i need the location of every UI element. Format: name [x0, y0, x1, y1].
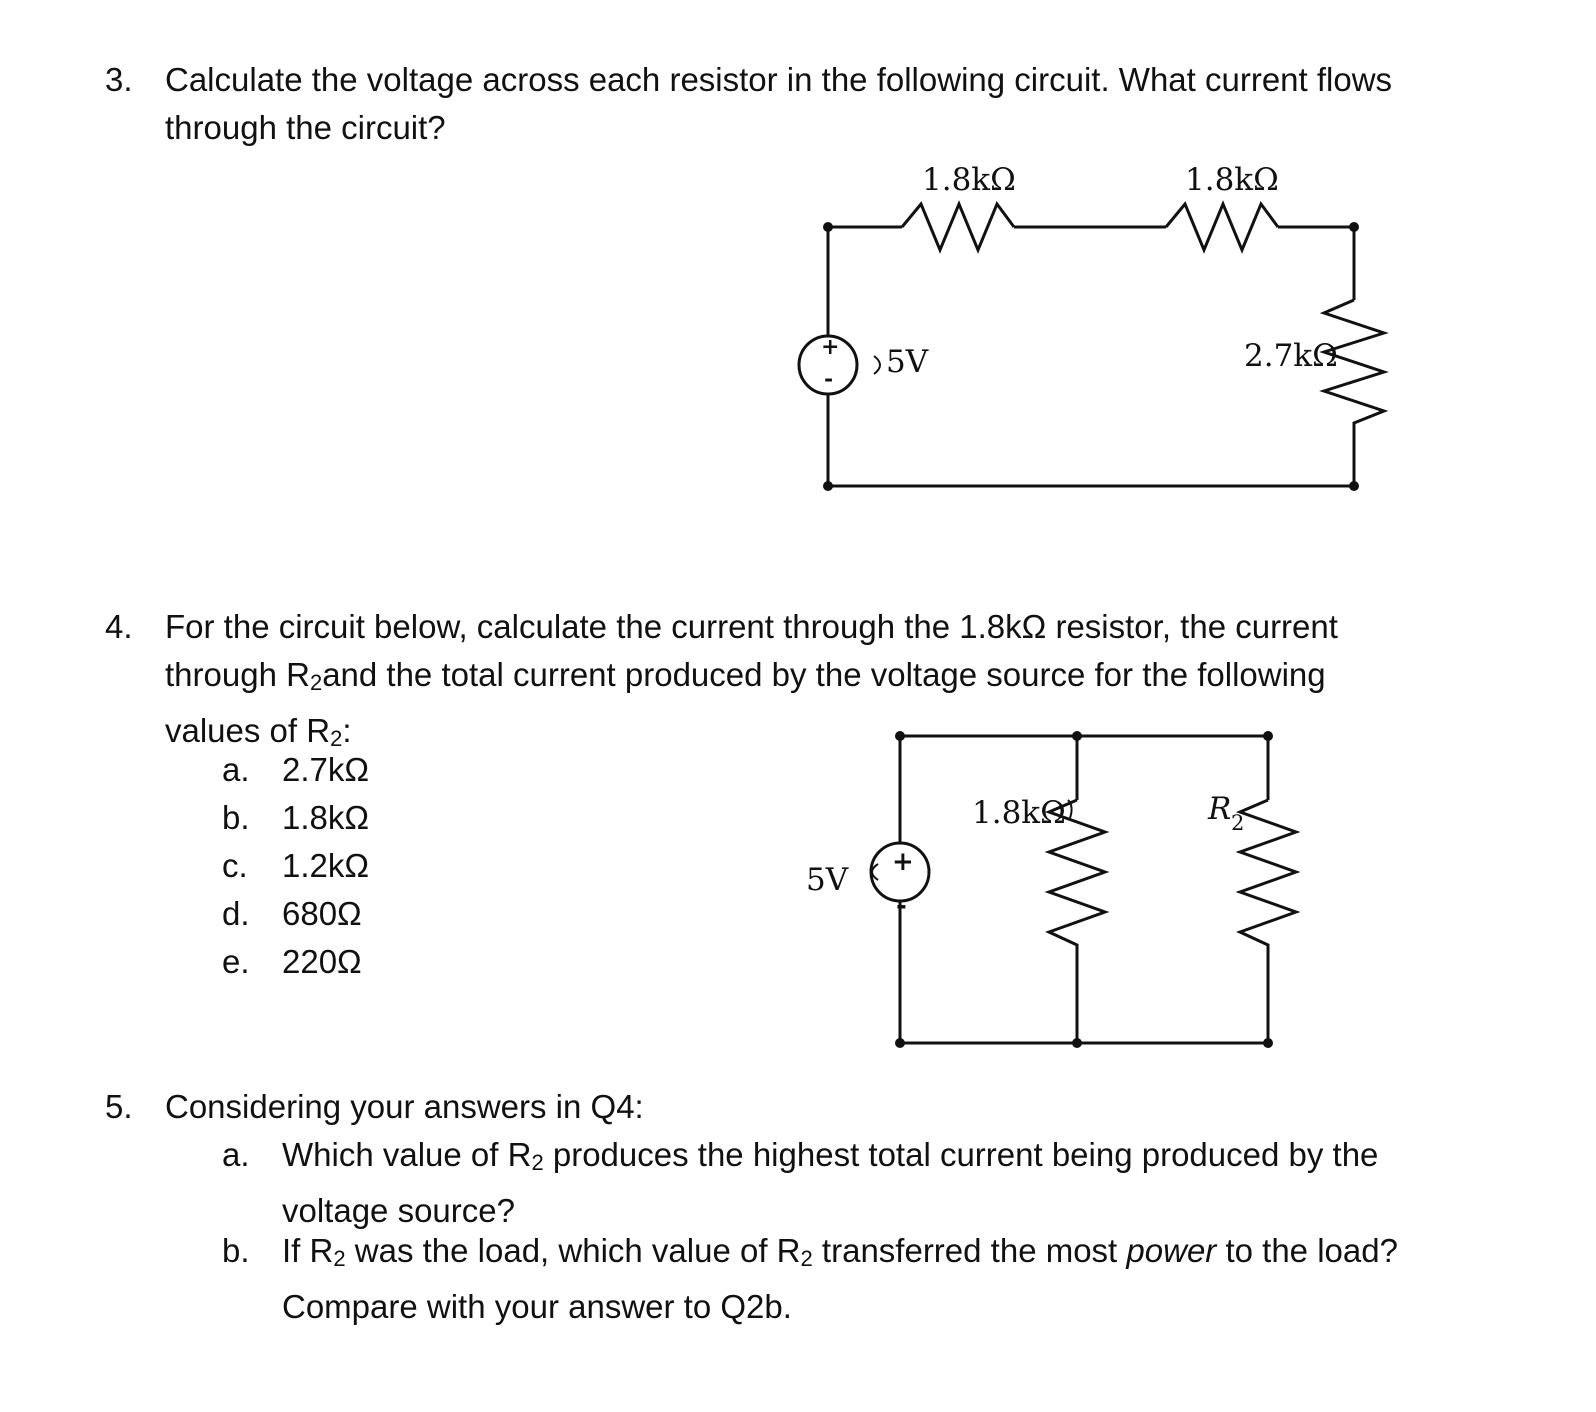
question-4-line-1: For the circuit below, calculate the current through the 1.8kΩ resistor, the current: [165, 608, 1338, 645]
question-3-line-1: Calculate the voltage across each resistor in the following circuit. What current flows: [165, 61, 1393, 98]
option-label: e.: [222, 943, 250, 980]
source-2-minus: -: [896, 891, 907, 921]
option-value: 1.2kΩ: [282, 847, 370, 884]
resistor-2-zigzag: [1166, 204, 1278, 250]
option-label: a.: [222, 751, 250, 788]
question-5a-line-2: voltage source?: [282, 1192, 515, 1229]
question-4-line-2: through $R_2and$ the total current produced by the voltage source for the following: [165, 656, 1326, 695]
option-label: c.: [222, 847, 248, 884]
question-4-line-3: values of $R_2$:: [165, 712, 352, 751]
option-value: 680Ω: [282, 895, 362, 932]
source-1-label: 5V: [886, 344, 929, 380]
source-1-plus: +: [821, 334, 840, 360]
circuit-2-wires: [900, 736, 1268, 1043]
question-5b-line-1: If $R_2$ was the load, which value of $R_2$ transferred the most power to the load?: [282, 1232, 1398, 1271]
question-5a-line-1: Which value of $R_2$ produces the highest total current being produced by the: [282, 1136, 1379, 1175]
option-value: 2.7kΩ: [282, 751, 370, 788]
option-value: 220Ω: [282, 943, 362, 980]
junction-dot: [1072, 731, 1082, 741]
junction-dot: [823, 222, 833, 232]
resistor-4-label: 1.8kΩ: [972, 795, 1066, 831]
junction-dot: [1072, 1038, 1082, 1048]
option-label: d.: [222, 895, 250, 932]
question-4-number: 4.: [105, 608, 133, 645]
question-5b-label: b.: [222, 1232, 250, 1269]
question-5a-label: a.: [222, 1136, 250, 1173]
source-1-minus: -: [824, 366, 834, 392]
junction-dot: [1263, 1038, 1273, 1048]
junction-dot: [1263, 731, 1273, 741]
resistor-3-label: 2.7kΩ: [1244, 338, 1338, 374]
question-3-number: 3.: [105, 61, 133, 98]
question-5-line-1: Considering your answers in Q4:: [165, 1088, 644, 1125]
source-2-label: 5V: [806, 862, 849, 898]
resistor-r2-subscript: 2: [1231, 811, 1245, 835]
resistor-r2-letter: R: [1208, 791, 1232, 827]
bracket-mark: [874, 356, 880, 374]
source-2-plus: +: [892, 847, 914, 877]
junction-dot: [823, 481, 833, 491]
resistor-1-label: 1.8kΩ: [922, 162, 1016, 198]
question-5b-line-2: Compare with your answer to Q2b.: [282, 1288, 792, 1325]
question-5-number: 5.: [105, 1088, 133, 1125]
junction-dot: [895, 731, 905, 741]
junction-dot: [1349, 222, 1359, 232]
resistor-r2-zigzag: [1240, 800, 1296, 955]
resistor-2-label: 1.8kΩ: [1185, 162, 1279, 198]
option-value: 1.8kΩ: [282, 799, 370, 836]
option-label: b.: [222, 799, 250, 836]
resistor-1-zigzag: [902, 204, 1014, 250]
junction-dot: [1349, 481, 1359, 491]
junction-dot: [895, 1038, 905, 1048]
question-3-line-2: through the circuit?: [165, 109, 446, 146]
